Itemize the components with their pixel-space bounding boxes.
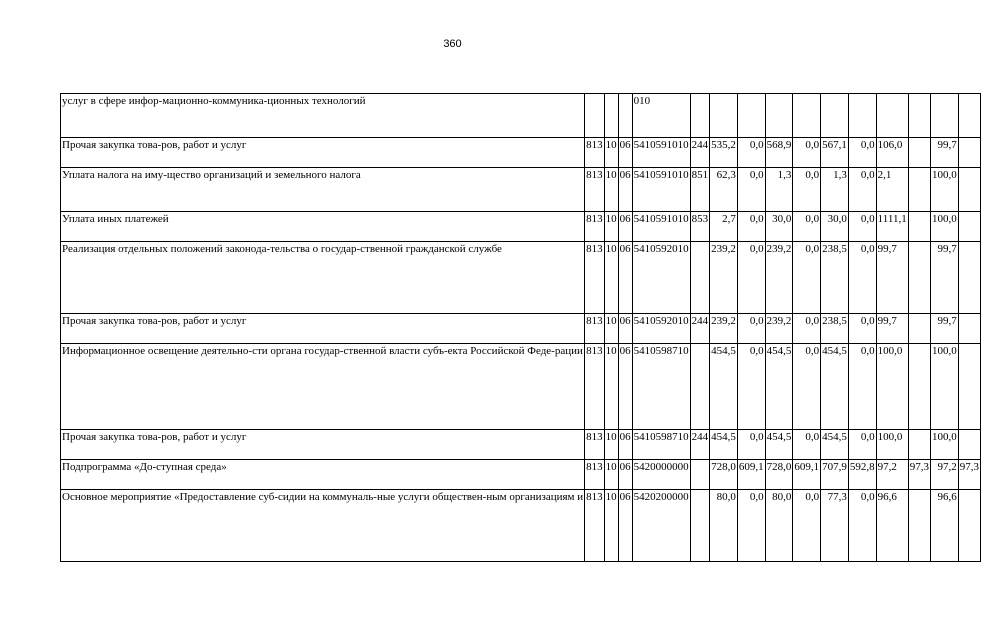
percent-refined-federal [958,212,980,242]
percent-refined-total: 97,2 [930,460,958,490]
subsection-code: 06 [618,430,632,460]
value-refined-federal: 0,0 [793,168,821,212]
target-article-code: 010 [632,94,690,138]
page-number: 360 [443,38,462,50]
table-row [61,138,981,168]
value-executed-total: 238,5 [821,242,849,314]
percent-approved-federal [908,490,930,562]
value-approved-total: 2,7 [710,212,738,242]
target-article-code: 5410591010 [632,168,690,212]
value-approved-total: 454,5 [710,344,738,430]
percent-refined-total: 100,0 [930,430,958,460]
value-approved-total: 535,2 [710,138,738,168]
percent-approved-total: 99,7 [876,314,908,344]
value-executed-total: 238,5 [821,314,849,344]
value-refined-total [765,94,793,138]
target-article-code: 5410598710 [632,344,690,430]
row-name: Прочая закупка това-ров, работ и услуг [61,138,585,168]
section-code: 10 [604,242,618,314]
value-refined-federal: 0,0 [793,314,821,344]
value-refined-total: 30,0 [765,212,793,242]
value-refined-total: 239,2 [765,242,793,314]
expense-type-code: 244 [690,314,710,344]
section-code [604,94,618,138]
ministry-code: 813 [585,430,605,460]
section-code: 10 [604,344,618,430]
value-refined-federal: 0,0 [793,344,821,430]
value-approved-federal [737,94,765,138]
value-executed-total: 454,5 [821,430,849,460]
budget-table [60,93,981,562]
section-code: 10 [604,314,618,344]
value-executed-federal: 0,0 [848,138,876,168]
percent-refined-federal [958,430,980,460]
row-name: Основное мероприятие «Предоставление суб-сидии на коммуналь-ные услуги обществен-ным организациям и [61,490,585,562]
percent-approved-total: 1111,1 [876,212,908,242]
value-approved-federal: 0,0 [737,168,765,212]
percent-approved-federal [908,94,930,138]
subsection-code: 06 [618,314,632,344]
percent-refined-total: 100,0 [930,168,958,212]
value-approved-total: 239,2 [710,242,738,314]
section-code: 10 [604,430,618,460]
percent-approved-federal [908,344,930,430]
percent-refined-total: 100,0 [930,212,958,242]
value-executed-total: 707,9 [821,460,849,490]
row-name: Информационное освещение деятельно-сти органа государ-ственной власти субъ-екта Российской Феде-рации [61,344,585,430]
ministry-code: 813 [585,460,605,490]
value-approved-federal: 0,0 [737,344,765,430]
target-article-code: 5410592010 [632,314,690,344]
row-name: Прочая закупка това-ров, работ и услуг [61,430,585,460]
row-name: Уплата налога на иму-щество организаций и земельного налога [61,168,585,212]
value-refined-total: 568,9 [765,138,793,168]
table-row [61,242,981,314]
percent-approved-total: 99,7 [876,242,908,314]
percent-refined-total: 96,6 [930,490,958,562]
value-executed-federal: 0,0 [848,314,876,344]
percent-refined-federal [958,314,980,344]
subsection-code [618,94,632,138]
row-name: Прочая закупка това-ров, работ и услуг [61,314,585,344]
value-refined-total: 239,2 [765,314,793,344]
value-refined-federal: 0,0 [793,490,821,562]
value-approved-total: 62,3 [710,168,738,212]
percent-refined-federal [958,344,980,430]
subsection-code: 06 [618,460,632,490]
ministry-code: 813 [585,314,605,344]
table-row [61,94,981,138]
subsection-code: 06 [618,168,632,212]
table-row [61,168,981,212]
subsection-code: 06 [618,138,632,168]
value-executed-federal: 0,0 [848,344,876,430]
table-row [61,460,981,490]
expense-type-code: 853 [690,212,710,242]
percent-approved-total: 100,0 [876,344,908,430]
subsection-code: 06 [618,242,632,314]
subsection-code: 06 [618,212,632,242]
table-row [61,212,981,242]
target-article-code: 5420200000 [632,490,690,562]
subsection-code: 06 [618,490,632,562]
value-refined-federal: 609,1 [793,460,821,490]
value-refined-total: 454,5 [765,430,793,460]
value-approved-federal: 0,0 [737,490,765,562]
ministry-code: 813 [585,242,605,314]
value-executed-federal: 0,0 [848,430,876,460]
value-refined-federal: 0,0 [793,212,821,242]
value-approved-total: 80,0 [710,490,738,562]
section-code: 10 [604,490,618,562]
target-article-code: 5410591010 [632,212,690,242]
row-name: Уплата иных платежей [61,212,585,242]
value-refined-federal [793,94,821,138]
value-refined-federal: 0,0 [793,138,821,168]
value-executed-total: 77,3 [821,490,849,562]
percent-refined-total: 99,7 [930,314,958,344]
target-article-code: 5410598710 [632,430,690,460]
value-approved-total: 728,0 [710,460,738,490]
percent-approved-total: 96,6 [876,490,908,562]
percent-refined-federal: 97,3 [958,460,980,490]
value-executed-federal: 0,0 [848,242,876,314]
value-approved-federal: 0,0 [737,430,765,460]
percent-approved-total: 100,0 [876,430,908,460]
expense-type-code [690,490,710,562]
section-code: 10 [604,460,618,490]
value-refined-federal: 0,0 [793,430,821,460]
percent-approved-total [876,94,908,138]
ministry-code: 813 [585,212,605,242]
section-code: 10 [604,212,618,242]
value-approved-federal: 0,0 [737,242,765,314]
target-article-code: 5420000000 [632,460,690,490]
percent-approved-federal [908,242,930,314]
subsection-code: 06 [618,344,632,430]
percent-approved-federal [908,430,930,460]
value-approved-federal: 0,0 [737,212,765,242]
value-executed-total: 567,1 [821,138,849,168]
percent-refined-federal [958,490,980,562]
ministry-code [585,94,605,138]
value-executed-federal: 0,0 [848,212,876,242]
value-approved-federal: 609,1 [737,460,765,490]
value-executed-federal [848,94,876,138]
ministry-code: 813 [585,138,605,168]
percent-refined-federal [958,168,980,212]
value-refined-total: 80,0 [765,490,793,562]
expense-type-code: 851 [690,168,710,212]
expense-type-code: 244 [690,138,710,168]
value-approved-total: 239,2 [710,314,738,344]
row-name: услуг в сфере инфор-мационно-коммуника-ционных технологий [61,94,585,138]
value-refined-federal: 0,0 [793,242,821,314]
ministry-code: 813 [585,168,605,212]
percent-approved-federal [908,212,930,242]
value-approved-total: 454,5 [710,430,738,460]
value-executed-total: 30,0 [821,212,849,242]
percent-approved-federal [908,314,930,344]
percent-approved-federal [908,138,930,168]
section-code: 10 [604,138,618,168]
value-approved-federal: 0,0 [737,314,765,344]
row-name: Подпрограмма «До-ступная среда» [61,460,585,490]
percent-approved-federal: 97,3 [908,460,930,490]
percent-approved-total: 2,1 [876,168,908,212]
expense-type-code [690,344,710,430]
section-code: 10 [604,168,618,212]
percent-refined-federal [958,138,980,168]
expense-type-code: 244 [690,430,710,460]
percent-approved-federal [908,168,930,212]
percent-refined-total: 99,7 [930,138,958,168]
value-executed-federal: 0,0 [848,168,876,212]
expense-type-code [690,460,710,490]
table-row [61,490,981,562]
value-approved-federal: 0,0 [737,138,765,168]
table-row [61,314,981,344]
table-row [61,430,981,460]
percent-approved-total: 106,0 [876,138,908,168]
table-row [61,344,981,430]
ministry-code: 813 [585,344,605,430]
percent-refined-total: 99,7 [930,242,958,314]
value-refined-total: 454,5 [765,344,793,430]
percent-refined-total: 100,0 [930,344,958,430]
value-executed-federal: 592,8 [848,460,876,490]
target-article-code: 5410592010 [632,242,690,314]
expense-type-code [690,94,710,138]
percent-refined-federal [958,94,980,138]
value-approved-total [710,94,738,138]
row-name: Реализация отдельных положений законода-тельства о государ-ственной гражданской службе [61,242,585,314]
value-executed-total [821,94,849,138]
value-executed-total: 1,3 [821,168,849,212]
percent-approved-total: 97,2 [876,460,908,490]
ministry-code: 813 [585,490,605,562]
value-refined-total: 728,0 [765,460,793,490]
percent-refined-federal [958,242,980,314]
value-executed-total: 454,5 [821,344,849,430]
target-article-code: 5410591010 [632,138,690,168]
expense-type-code [690,242,710,314]
value-refined-total: 1,3 [765,168,793,212]
percent-refined-total [930,94,958,138]
value-executed-federal: 0,0 [848,490,876,562]
